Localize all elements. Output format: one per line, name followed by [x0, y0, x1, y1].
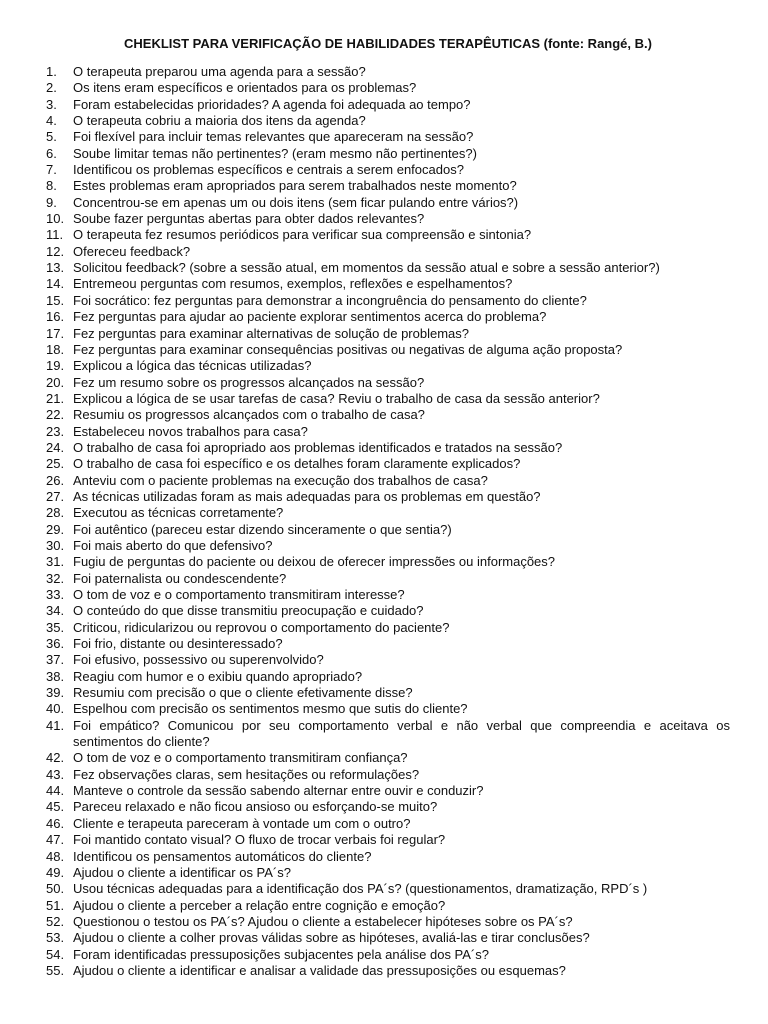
checklist-item [46, 456, 730, 472]
item-text: O trabalho de casa foi apropriado aos problemas identificados e tratados na sessão? [73, 439, 563, 455]
item-text: Fugiu de perguntas do paciente ou deixou de oferecer impressões ou informações? [73, 554, 556, 570]
item-number: 48. [46, 848, 65, 864]
item-text: Foi empático? Comunicou por seu comportamento verbal e não verbal que compreendia e aceitava os sentimentos do cliente? [73, 717, 730, 750]
checklist-item [46, 227, 730, 243]
item-text: O trabalho de casa foi específico e os detalhes foram claramente explicados? [73, 456, 521, 472]
item-number: 17. [46, 325, 65, 341]
item-number: 4. [46, 113, 57, 129]
item-number: 1. [46, 64, 57, 79]
item-text: Fez um resumo sobre os progressos alcançados na sessão? [73, 374, 425, 390]
item-text: Criticou, ridicularizou ou reprovou o comportamento do paciente? [73, 619, 450, 635]
item-text: Foi frio, distante ou desinteressado? [73, 636, 283, 652]
item-text: Anteviu com o paciente problemas na execução dos trabalhos de casa? [73, 472, 488, 488]
checklist-item [46, 538, 730, 554]
item-number: 27. [46, 488, 65, 504]
checklist-item [46, 963, 730, 979]
item-number: 5. [46, 129, 57, 145]
item-text: Foi flexível para incluir temas relevantes que apareceram na sessão? [73, 129, 474, 145]
item-number: 45. [46, 799, 65, 815]
item-text: Foram identificadas pressuposições subjacentes pela análise dos PA´s? [73, 946, 489, 962]
item-text: Usou técnicas adequadas para a identificação dos PA´s? (questionamentos, dramatização, RPD´s ) [73, 881, 648, 897]
item-text: Foi mantido contato visual? O fluxo de trocar verbais foi regular? [73, 832, 446, 848]
item-text: O tom de voz e o comportamento transmitiram interesse? [73, 587, 405, 602]
item-number: 40. [46, 701, 65, 717]
item-number: 13. [46, 260, 65, 276]
checklist-item [46, 326, 730, 342]
checklist-item [46, 97, 730, 113]
checklist-item [46, 113, 730, 129]
item-number: 50. [46, 881, 65, 897]
item-number: 35. [46, 619, 65, 635]
checklist-item [46, 881, 730, 897]
checklist-item [46, 178, 730, 194]
checklist-item [46, 473, 730, 489]
page-title: CHEKLIST PARA VERIFICAÇÃO DE HABILIDADES TERAPÊUTICAS (fonte: Rangé, B.) [124, 36, 652, 51]
item-text: Fez perguntas para ajudar ao paciente explorar sentimentos acerca do problema? [73, 309, 547, 325]
item-number: 47. [46, 832, 65, 848]
item-text: O terapeuta fez resumos periódicos para verificar sua compreensão e sintonia? [73, 227, 532, 243]
item-number: 28. [46, 505, 65, 521]
item-number: 2. [46, 80, 57, 96]
item-text: Foi autêntico (pareceu estar dizendo sinceramente o que sentia?) [73, 521, 452, 537]
item-number: 24. [46, 439, 65, 455]
checklist-item [46, 898, 730, 914]
checklist-item [46, 685, 730, 701]
item-number: 54. [46, 946, 65, 962]
item-text: Soube fazer perguntas abertas para obter dados relevantes? [73, 211, 425, 227]
item-number: 18. [46, 341, 65, 357]
checklist-item [46, 489, 730, 505]
checklist-item [46, 947, 730, 963]
item-number: 9. [46, 194, 57, 210]
item-number: 55. [46, 962, 65, 978]
item-number: 51. [46, 897, 65, 913]
item-text: O tom de voz e o comportamento transmitiram confiança? [73, 750, 408, 766]
checklist-item [46, 636, 730, 652]
checklist-item [46, 244, 730, 260]
checklist-item [46, 718, 730, 751]
item-text: Entremeou perguntas com resumos, exemplos, reflexões e espelhamentos? [73, 276, 513, 292]
item-text: Fez observações claras, sem hesitações ou reformulações? [73, 766, 420, 782]
checklist-item [46, 750, 730, 766]
item-text: Solicitou feedback? (sobre a sessão atual, em momentos da sessão atual e sobre a sessão anterior?) [73, 260, 660, 276]
item-text: Identificou os problemas específicos e centrais a serem enfocados? [73, 162, 464, 178]
checklist-item [46, 783, 730, 799]
checklist-item [46, 849, 730, 865]
checklist-item [46, 865, 730, 881]
item-number: 52. [46, 913, 65, 929]
item-text: Resumiu os progressos alcançados com o trabalho de casa? [73, 407, 425, 423]
item-number: 22. [46, 407, 65, 423]
item-number: 12. [46, 243, 65, 259]
item-number: 19. [46, 358, 65, 374]
item-number: 39. [46, 685, 65, 701]
item-text: Foi socrático: fez perguntas para demonstrar a incongruência do pensamento do cliente? [73, 292, 587, 308]
item-number: 38. [46, 668, 65, 684]
item-number: 43. [46, 766, 65, 782]
item-text: Ajudou o cliente a identificar os PA´s? [73, 864, 291, 880]
item-number: 25. [46, 456, 65, 472]
item-number: 20. [46, 374, 65, 390]
item-text: Estes problemas eram apropriados para serem trabalhados neste momento? [73, 178, 517, 194]
item-text: Soube limitar temas não pertinentes? (eram mesmo não pertinentes?) [73, 145, 477, 161]
item-number: 49. [46, 864, 65, 880]
checklist-item [46, 832, 730, 848]
item-text: Foi paternalista ou condescendente? [73, 570, 287, 586]
checklist-item [46, 522, 730, 538]
item-text: Ajudou o cliente a perceber a relação entre cognição e emoção? [73, 897, 446, 913]
item-number: 16. [46, 309, 65, 325]
item-number: 53. [46, 930, 65, 946]
item-number: 46. [46, 815, 65, 831]
checklist-item [46, 930, 730, 946]
checklist-item [46, 260, 730, 276]
item-text: Foi efusivo, possessivo ou superenvolvido? [73, 652, 324, 668]
checklist-item [46, 799, 730, 815]
checklist-item [46, 407, 730, 423]
checklist-item [46, 652, 730, 668]
item-text: Ofereceu feedback? [73, 243, 191, 259]
item-text: Fez perguntas para examinar alternativas de solução de problemas? [73, 325, 470, 341]
checklist-item [46, 358, 730, 374]
checklist-item [46, 701, 730, 717]
item-text: Explicou a lógica de se usar tarefas de casa? Reviu o trabalho de casa da sessão anterior? [73, 390, 600, 406]
item-text: Fez perguntas para examinar consequências positivas ou negativas de alguma ação proposta? [73, 341, 623, 357]
checklist-item [46, 587, 730, 603]
checklist-item [46, 293, 730, 309]
item-number: 21. [46, 390, 65, 406]
checklist-item [46, 669, 730, 685]
item-number: 29. [46, 521, 65, 537]
item-number: 8. [46, 178, 57, 194]
checklist-item [46, 571, 730, 587]
item-number: 7. [46, 162, 57, 178]
item-text: Manteve o controle da sessão sabendo alternar entre ouvir e conduzir? [73, 783, 484, 799]
item-text: Foi mais aberto do que defensivo? [73, 537, 273, 553]
item-text: O conteúdo do que disse transmitiu preocupação e cuidado? [73, 603, 424, 619]
item-number: 36. [46, 636, 65, 652]
checklist-item [46, 162, 730, 178]
item-text: Executou as técnicas corretamente? [73, 505, 284, 521]
checklist-item [46, 375, 730, 391]
checklist-item [46, 195, 730, 211]
item-number: 31. [46, 554, 65, 570]
item-text: Estabeleceu novos trabalhos para casa? [73, 423, 308, 439]
checklist-item [46, 914, 730, 930]
checklist-item [46, 603, 730, 619]
item-text: Ajudou o cliente a identificar e analisar a validade das pressuposições ou esquemas? [73, 962, 566, 978]
item-text: Explicou a lógica das técnicas utilizadas? [73, 358, 312, 374]
checklist-item [46, 64, 730, 80]
item-text: O terapeuta preparou uma agenda para a sessão? [73, 64, 366, 79]
item-number: 30. [46, 537, 65, 553]
item-text: Foram estabelecidas prioridades? A agenda foi adequada ao tempo? [73, 96, 471, 112]
checklist-item [46, 554, 730, 570]
checklist [46, 64, 730, 979]
checklist-item [46, 620, 730, 636]
item-text: Identificou os pensamentos automáticos do cliente? [73, 848, 372, 864]
item-number: 32. [46, 570, 65, 586]
item-number: 41. [46, 717, 65, 733]
item-number: 26. [46, 472, 65, 488]
item-number: 3. [46, 96, 57, 112]
item-text: Cliente e terapeuta pareceram à vontade um com o outro? [73, 815, 411, 831]
item-text: Os itens eram específicos e orientados para os problemas? [73, 80, 417, 96]
item-number: 15. [46, 292, 65, 308]
checklist-item [46, 505, 730, 521]
item-text: Resumiu com precisão o que o cliente efetivamente disse? [73, 685, 413, 701]
item-number: 37. [46, 652, 65, 668]
item-text: Reagiu com humor e o exibiu quando apropriado? [73, 668, 363, 684]
item-number: 44. [46, 783, 65, 799]
checklist-item [46, 816, 730, 832]
item-number: 42. [46, 750, 65, 766]
checklist-item [46, 276, 730, 292]
checklist-item [46, 767, 730, 783]
item-text: Pareceu relaxado e não ficou ansioso ou esforçando-se muito? [73, 799, 438, 815]
checklist-item [46, 342, 730, 358]
checklist-item [46, 146, 730, 162]
item-text: Espelhou com precisão os sentimentos mesmo que sutis do cliente? [73, 701, 468, 717]
item-number: 23. [46, 423, 65, 439]
item-number: 11. [46, 227, 64, 243]
item-text: O terapeuta cobriu a maioria dos itens da agenda? [73, 113, 366, 129]
item-text: Concentrou-se em apenas um ou dois itens (sem ficar pulando entre vários?) [73, 194, 519, 210]
checklist-item [46, 211, 730, 227]
checklist-item [46, 391, 730, 407]
item-number: 10. [46, 211, 65, 227]
item-number: 14. [46, 276, 65, 292]
checklist-item [46, 129, 730, 145]
checklist-item [46, 424, 730, 440]
item-number: 34. [46, 603, 65, 619]
checklist-item [46, 80, 730, 96]
item-number: 6. [46, 145, 57, 161]
item-text: Ajudou o cliente a colher provas válidas sobre as hipóteses, avaliá-las e tirar conclusões? [73, 930, 590, 946]
item-text: Questionou o testou os PA´s? Ajudou o cliente a estabelecer hipóteses sobre os PA´s? [73, 913, 573, 929]
checklist-item [46, 440, 730, 456]
checklist-item [46, 309, 730, 325]
item-text: As técnicas utilizadas foram as mais adequadas para os problemas em questão? [73, 488, 541, 504]
item-number: 33. [46, 587, 65, 602]
